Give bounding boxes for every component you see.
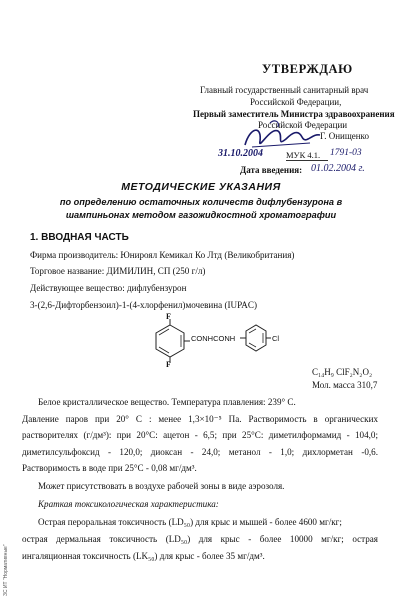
toxicology-line-3: ингаляционная токсичность (LK₅₀) для крыс - более 35 мг/дм³. — [22, 551, 265, 561]
toxicology-line-1: Острая пероральная токсичность (LD₅₀) для крыс и мышей - более 4600 мг/кг; — [38, 517, 342, 527]
manufacturer: Фирма производитель: Юнироял Кемикал Ко Лтд (Великобритания) — [30, 250, 295, 260]
properties-line-2: растворителях (г/дм³): при 20°С: ацетон - 6,5; при 25°С: диметилформамид - 104,0; — [22, 430, 378, 440]
signature-date: 31.10.2004 — [218, 148, 263, 159]
approval-line-2: Российской Федерации, — [250, 97, 342, 107]
approval-line-1: Главный государственный санитарный врач — [200, 85, 369, 95]
molecular-formula: C₁₄H₉ ClF₂N₂O₂ — [312, 367, 373, 377]
structure-chlorine: Cl — [272, 334, 280, 343]
document-title: МЕТОДИЧЕСКИЕ УКАЗАНИЯ — [121, 181, 281, 193]
muk-number: 1791-03 — [330, 148, 362, 158]
iupac-name: 3-(2,6-Дифторбензоил)-1-(4-хлорфенил)мочевина (IUPAC) — [30, 300, 257, 310]
aerosol-note: Может присутствовать в воздухе рабочей зоны в виде аэрозоля. — [38, 481, 285, 491]
approval-line-4: Российской Федерации — [258, 120, 348, 130]
sidebar-watermark: ЗС ИТ “Нормативные” — [3, 544, 9, 596]
muk-label: МУК 4.1. — [286, 150, 328, 161]
document-subtitle-2: шампиньонах методом газожидкостной хроматографии — [65, 210, 337, 220]
properties-line-4: Растворимость в воде при 25°С - 0,08 мг/дм³. — [22, 463, 197, 473]
trade-name: Торговое название: ДИМИЛИН, СП (250 г/л) — [30, 266, 206, 276]
toxicology-heading: Краткая токсикологическая характеристика: — [38, 499, 219, 509]
molecular-mass: Мол. масса 310,7 — [312, 380, 378, 390]
section-heading: 1. ВВОДНАЯ ЧАСТЬ — [30, 232, 129, 243]
structure-urea-group: CONHCONH — [191, 334, 236, 343]
approval-title: УТВЕРЖДАЮ — [262, 62, 353, 76]
document-subtitle-1: по определению остаточных количеств дифлубензурона в — [59, 197, 343, 207]
toxicology-line-2: острая дермальная токсичность (LD₅₀) для крыс - более 10000 мг/кг; острая — [22, 534, 378, 544]
appearance-text: Белое кристаллическое вещество. Температура плавления: 239° С. — [38, 397, 296, 407]
structure-fluorine-bottom: F — [166, 360, 171, 369]
intro-date-value: 01.02.2004 г. — [311, 163, 365, 174]
approval-name: Г. Онищенко — [320, 131, 369, 141]
intro-date-label: Дата введения: — [240, 165, 303, 175]
active-substance: Действующее вещество: дифлубензурон — [30, 283, 187, 293]
structure-fluorine-top: F — [166, 312, 171, 321]
approval-line-3: Первый заместитель Министра здравоохранения — [193, 109, 395, 119]
properties-line-3: диметилсульфоксид - 120,0; диоксан - 24,0; метанол - 1,0; дихлорметан -0,6. — [22, 447, 378, 457]
properties-line-1: Давление паров при 20° С : менее 1,3×10⁻⁵ Па. Растворимость в органических — [22, 414, 378, 424]
